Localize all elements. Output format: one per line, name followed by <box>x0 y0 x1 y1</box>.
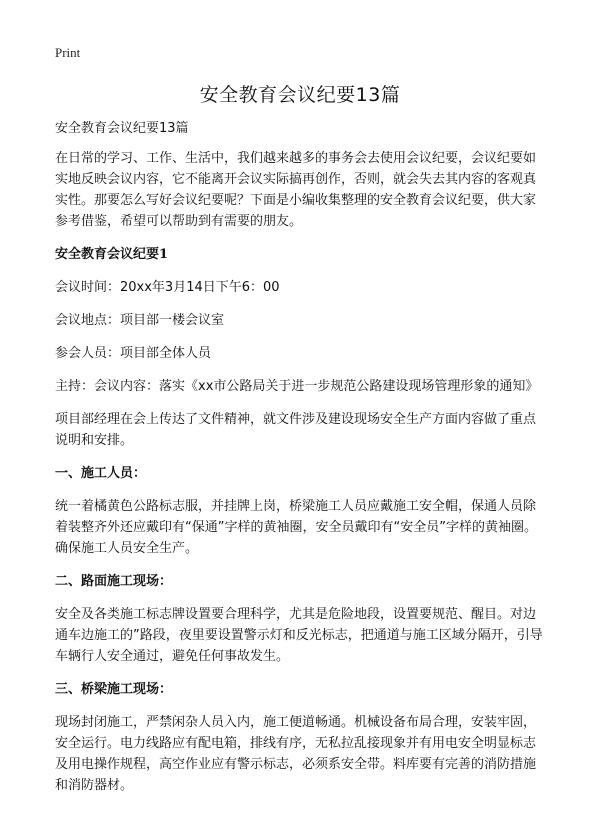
subheading-road-site: 二、路面施工现场： <box>55 574 173 589</box>
subheading-personnel: 一、施工人员： <box>55 466 147 481</box>
meeting-time: 会议时间：20xx年3月14日下午6：00 <box>55 280 280 295</box>
page-title: 安全教育会议纪要13篇 <box>199 84 401 106</box>
meeting-place: 会议地点：项目部一楼会议室 <box>55 313 225 328</box>
section-heading: 安全教育会议纪要1 <box>55 247 169 262</box>
intro-paragraph: 在日常的学习、工作、生活中，我们越来越多的事务会去使用会议纪要，会议纪要如实地反映会议内容，它不能离开会议实际搞再创作，否则，就会失去其内容的客观真实性。那要怎么写好会议纪要呢？下面是小编收集整理的安全教育会议纪要，供大家参考借鉴，希望可以帮助到有需要的朋友。 <box>55 151 537 229</box>
print-label[interactable]: Print <box>55 45 81 60</box>
document-subtitle: 安全教育会议纪要13篇 <box>55 121 189 136</box>
meeting-host-content: 主持：会议内容：落实《xx市公路局关于进一步规范公路建设现场管理形象的通知》 <box>55 379 539 394</box>
paragraph-road-site: 安全及各类施工标志牌设置要合理科学，尤其是危险地段，设置要规范、醒目。对边通车边施工的”路段，夜里要设置警示灯和反光标志，把通道与施工区域分隔开，引导车辆行人安全通过，避免任何事故发生。 <box>55 607 543 664</box>
paragraph-personnel: 统一着橘黄色公路标志服，并挂牌上岗，桥梁施工人员应戴施工安全帽，保通人员除着装整齐外还应戴印有“保通”字样的黄袖圈，安全员戴印有“安全员”字样的黄袖圈。确保施工人员安全生产。 <box>55 499 537 556</box>
meeting-attendees: 参会人员：项目部全体人员 <box>55 346 212 361</box>
paragraph-bridge-site: 现场封闭施工，严禁闲杂人员入内，施工便道畅通。机械设备布局合理，安装牢固，安全运行。电力线路应有配电箱，排线有序，无私拉乱接现象并有用电安全明显标志及用电操作规程，高空作业应有警示标志，必须系安全带。料库要有完善的消防措施和消防器材。 <box>55 715 537 793</box>
document-body <box>55 118 547 808</box>
meeting-summary: 项目部经理在会上传达了文件精神，就文件涉及建设现场安全生产方面内容做了重点说明和安排。 <box>55 412 537 448</box>
subheading-bridge-site: 三、桥梁施工现场： <box>55 682 173 697</box>
